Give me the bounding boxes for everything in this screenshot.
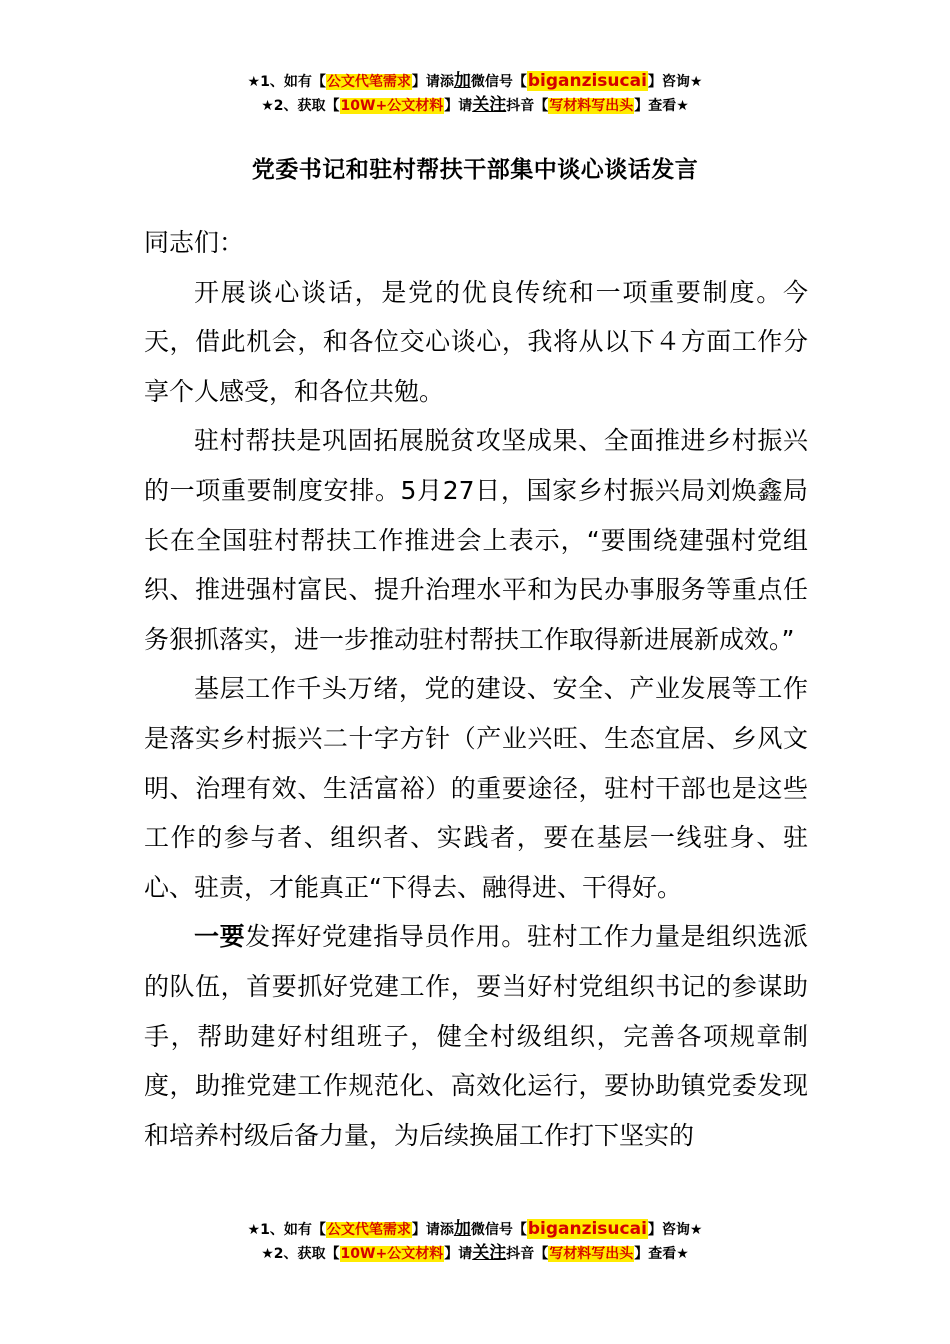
banner-text: 1、如有【	[260, 1222, 326, 1238]
banner-text: 抖音【	[506, 1246, 549, 1262]
star-icon: ★	[247, 1222, 261, 1238]
paragraph-1: 开展谈心谈话，是党的优良传统和一项重要制度。今天，借此机会，和各位交心谈心，我将从以下４方面工作分享个人感受，和各位共勉。	[144, 277, 808, 406]
banner-text: 】请	[444, 1246, 473, 1262]
footer-banner	[0, 1217, 950, 1265]
highlight-materials: 10W+公文材料	[340, 1246, 444, 1262]
paragraph-2: 驻村帮扶是巩固拓展脱贫攻坚成果、全面推进乡村振兴的一项重要制度安排。5月27日，国家乡村振兴局刘焕鑫局长在全国驻村帮扶工作推进会上表示，“要围绕建强村党组织、推进强村富民、提升治理水平和为民办事服务等重点任务狠抓落实，进一步推动驻村帮扶工作取得新进展新成效。”	[144, 426, 808, 654]
banner-text: 】查看★	[634, 98, 689, 114]
highlight-wechat-id: biganzisucai	[527, 1219, 647, 1239]
paragraph-4	[144, 912, 808, 1160]
highlight-service: 公文代笔需求	[326, 1222, 411, 1238]
banner-text: 】咨询★	[647, 1222, 703, 1238]
banner-text: 2、获取【	[273, 98, 340, 114]
star-icon: ★	[261, 98, 274, 114]
banner-text: 】请	[444, 98, 473, 114]
banner-text: 】请添	[411, 1222, 454, 1238]
banner-text: 抖音【	[506, 98, 549, 114]
banner-text: 加	[453, 1219, 471, 1239]
banner-text: 】请添	[411, 74, 454, 90]
star-icon: ★	[247, 74, 261, 90]
paragraph-3: 基层工作千头万绪，党的建设、安全、产业发展等工作是落实乡村振兴二十字方针（产业兴旺、生态宜居、乡风文明、治理有效、生活富裕）的重要途径，驻村干部也是这些工作的参与者、组织者、实践者，要在基层一线驻身、驻心、驻责，才能真正“下得去、融得进、干得好。	[144, 674, 808, 902]
document-title: 党委书记和驻村帮扶干部集中谈心谈话发言	[251, 157, 699, 183]
highlight-materials: 10W+公文材料	[340, 98, 444, 114]
paragraph-4-lead: 一要	[194, 922, 246, 952]
document-body	[144, 218, 808, 1160]
banner-text: 】查看★	[634, 1246, 689, 1262]
highlight-service: 公文代笔需求	[326, 74, 411, 90]
header-banner	[0, 69, 950, 117]
highlight-wechat-id: biganzisucai	[527, 71, 647, 91]
banner-line-2	[0, 1241, 950, 1265]
highlight-douyin: 写材料写出头	[549, 1246, 634, 1262]
banner-text: 关注	[472, 1243, 507, 1263]
banner-text: 2、获取【	[273, 1246, 340, 1262]
banner-text: 关注	[472, 95, 507, 115]
banner-text: 微信号【	[470, 74, 527, 90]
banner-text: 微信号【	[470, 1222, 527, 1238]
highlight-douyin: 写材料写出头	[549, 98, 634, 114]
paragraph-4-text: 发挥好党建指导员作用。驻村工作力量是组织选派的队伍，首要抓好党建工作，要当好村党组织书记的参谋助手，帮助建好村组班子，健全村级组织，完善各项规章制度，助推党建工作规范化、高效化运行，要协助镇党委发现和培养村级后备力量，为后续换届工作打下坚实的	[144, 922, 808, 1150]
banner-text: 】咨询★	[647, 74, 703, 90]
banner-line-1	[0, 69, 950, 93]
greeting: 同志们：	[144, 228, 245, 257]
banner-line-2	[0, 93, 950, 117]
banner-text: 1、如有【	[260, 74, 326, 90]
banner-text: 加	[453, 71, 471, 91]
star-icon: ★	[261, 1246, 274, 1262]
banner-line-1	[0, 1217, 950, 1241]
